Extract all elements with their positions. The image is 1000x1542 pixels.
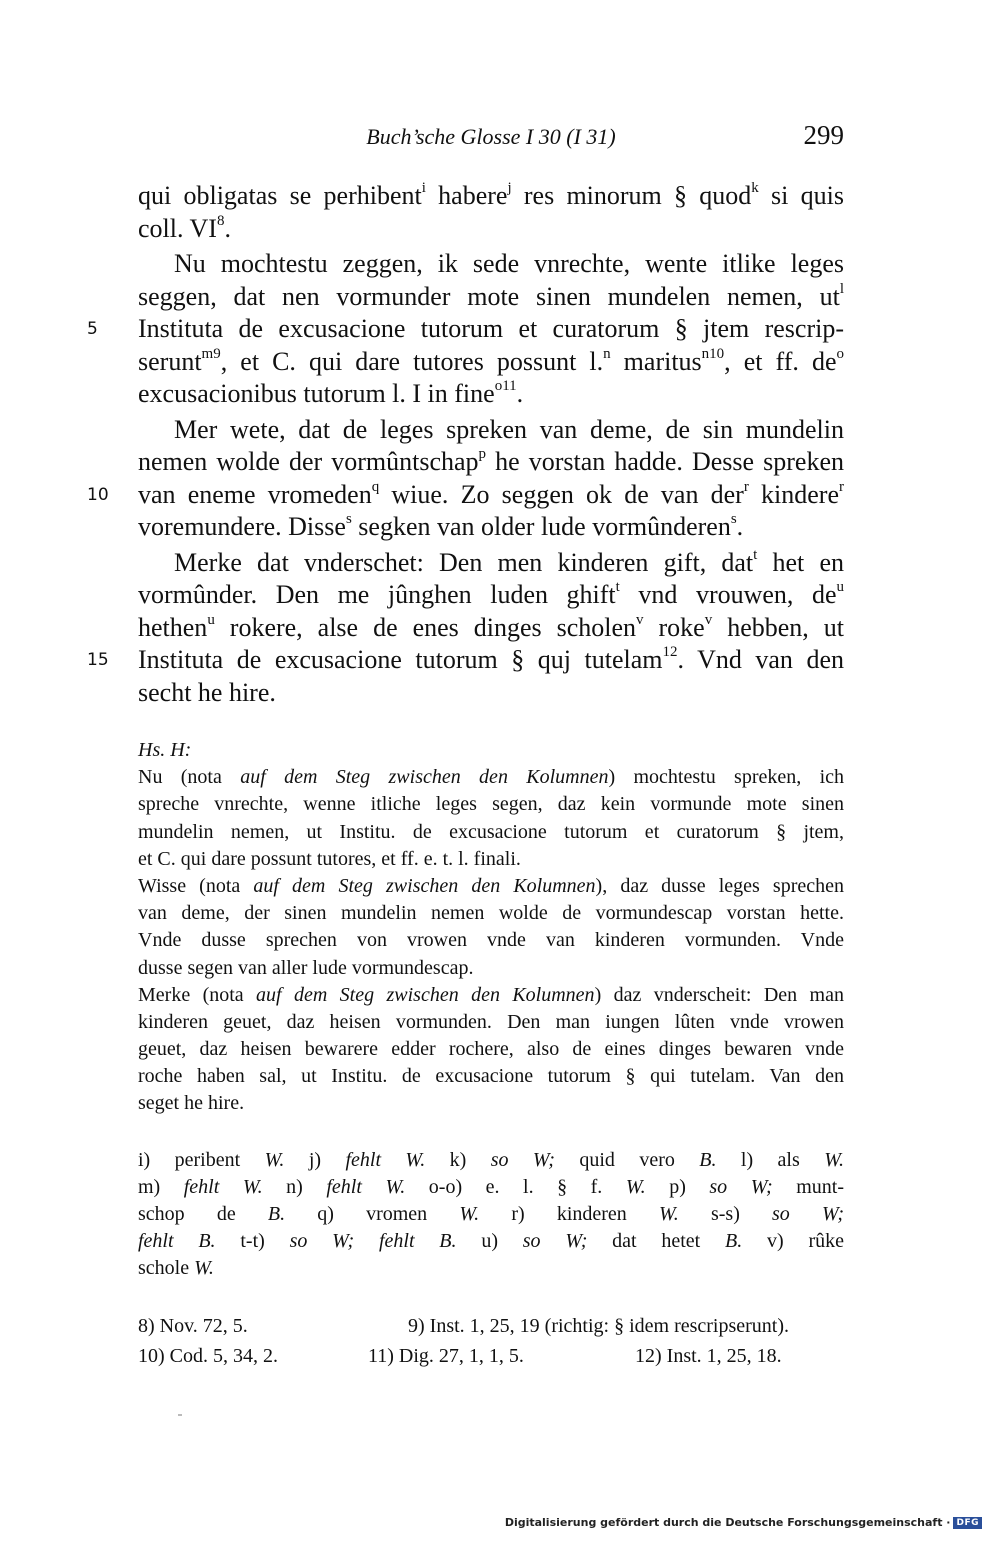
source-row-2 (138, 1341, 844, 1371)
source-note-text: 10) Cod. 5, 34, 2. (138, 1345, 278, 1367)
gloss-line: kinderen geuet, daz heisen vormunden. Den man iungen lûten vnde vrowen (138, 1010, 844, 1033)
gloss-line: Wisse (nota auf dem Steg zwischen den Kolumnen), daz dusse leges sprechen (138, 874, 844, 897)
variant-apparatus (138, 1147, 844, 1282)
gloss-lines (138, 764, 844, 1117)
main-text (87, 180, 845, 709)
source-note-8 (138, 1311, 248, 1341)
editorial-note: auf dem Steg zwischen den Kolumnen (253, 874, 596, 897)
main-text-line: Mer wete, dat de leges spreken van deme, de sin mundelin (174, 414, 844, 444)
main-text-line: 5 Instituta de excusacione tutorum et curatorum § jtem rescrip- (138, 313, 844, 346)
footnote-marker: p (478, 446, 487, 463)
main-text-line: 15 Instituta de excusacione tutorum § quj tutelam$^{12}$. Vnd van den (138, 644, 844, 677)
footnote-marker: v (704, 611, 713, 628)
gloss-line: geuet, daz heisen bewarere edder rochere, also de eines dinges bewaren vnde (138, 1038, 844, 1061)
siglum: W. (625, 1176, 646, 1198)
gloss-line: roche haben sal, ut Institu. de excusacione tutorum § qui tutelam. Van den (138, 1065, 844, 1088)
source-note-12 (635, 1341, 782, 1371)
footnote-marker: i (421, 180, 426, 197)
footnote-marker: u (836, 579, 845, 596)
siglum: B. (699, 1149, 717, 1171)
siglum: so W; (490, 1149, 555, 1171)
dfg-logo: DFG (953, 1517, 982, 1529)
footnote-marker: m9 (201, 345, 221, 362)
gloss-line: spreche vnrechte, wenne itliche leges segen, daz kein vormunde mote sinen (138, 793, 844, 816)
siglum: so W; (772, 1203, 844, 1225)
siglum: fehlt W. (326, 1176, 406, 1198)
main-text-line: hethen$^u$ rokere, alse de enes dinges scholen$^v$ roke$^v$ hebben, ut (138, 611, 844, 642)
footnote-marker: q (371, 478, 380, 495)
source-note-11 (368, 1341, 524, 1371)
line-number: 15 (87, 650, 109, 670)
footnote-marker: l (839, 280, 844, 297)
gloss-line: mundelin nemen, ut Institu. de excusacione tutorum et curatorum § jtem, (138, 820, 844, 843)
page-number: 299 (803, 120, 844, 150)
siglum: fehlt W. (183, 1176, 263, 1198)
main-text-line: voremundere. Disse$^s$ segken van older lude vormûnderen$^s$. (138, 511, 744, 541)
source-note-text: 11) Dig. 27, 1, 1, 5. (368, 1345, 524, 1367)
siglum: W. (264, 1149, 285, 1171)
source-note-9 (408, 1311, 789, 1341)
gloss-manuscript-h (138, 737, 844, 1118)
main-text-line: serunt$^{m9}$, et C. qui dare tutores possunt l.$^n$ maritus$^{n10}$, et ff. $de^o$ (138, 345, 844, 376)
variant-line: schop de B. q) vromen W. r) kinderen W. s-s) so W; (138, 1203, 844, 1225)
siglum: W. (658, 1203, 679, 1225)
main-text-line: 10 van eneme vromeden$^q$ wiue. Zo seggen ok de van der$^r$ kindere$^r$ (138, 479, 844, 512)
variant-line: m) fehlt W. n) fehlt W. o-o) e. l. § f. W. p) so W; munt- (138, 1176, 845, 1198)
main-text-line: secht he hire. (138, 677, 276, 707)
siglum: W. (194, 1257, 214, 1279)
scan-speck (178, 1414, 182, 1416)
siglum: so W; (289, 1230, 355, 1252)
siglum: so W; (709, 1176, 773, 1198)
source-row-1 (138, 1311, 844, 1341)
source-note-text: 9) Inst. 1, 25, 19 (richtig: § idem rescripserunt). (408, 1315, 790, 1337)
footnote-marker: t (615, 579, 620, 596)
siglum: so W; (522, 1230, 588, 1252)
source-note-text: 12) Inst. 1, 25, 18. (635, 1345, 782, 1367)
digitization-footer (505, 1516, 982, 1529)
gloss-line: Merke (nota auf dem Steg zwischen den Kolumnen) daz vnderscheit: Den man (138, 983, 844, 1006)
footnote-marker: n (603, 345, 611, 362)
siglum: fehlt W. (345, 1149, 426, 1171)
line-number: 5 (87, 319, 98, 339)
footnote-marker: o11 (494, 378, 517, 395)
footnote-marker: n10 (701, 345, 725, 362)
footnote-marker: r (838, 478, 844, 495)
siglum: B. (267, 1203, 286, 1225)
main-text-line: qui obligatas se perhibent$^i$ habere$^j$ res minorum § quod$^k$ si quis (138, 180, 844, 210)
footnote-marker: 8 (216, 212, 225, 229)
gloss-line: seget he hire. (138, 1092, 245, 1115)
page-header (138, 120, 844, 160)
footnote-marker: t (753, 546, 758, 563)
source-note-10 (138, 1341, 278, 1371)
siglum: W. (824, 1149, 845, 1171)
gloss-heading: Hs. H: (138, 739, 192, 761)
variant-line: fehlt B. t-t) so W; fehlt B. u) so W; dat hetet B. v) rûke (138, 1230, 845, 1252)
variant-line: i) peribent W. j) fehlt W. k) so W; quid vero B. l) als W. (138, 1149, 845, 1171)
footnote-marker: r (743, 478, 749, 495)
variant-line: schole W. (138, 1257, 214, 1279)
main-text-line: seggen, dat nen vormunder mote sinen mundelen nemen, $ut^l$ (138, 280, 844, 311)
main-text-line: vormûnder. Den me jûnghen luden ghift$^t$ vnd vrouwen, $de^u$ (138, 579, 845, 609)
main-text-line: Merke dat vnderschet: Den men kinderen gift, dat$^t$ het en (174, 546, 844, 577)
line-number: 10 (87, 484, 109, 505)
gloss-line: dusse segen van aller lude vormundescap. (138, 956, 474, 979)
editorial-note: auf dem Steg zwischen den Kolumnen (256, 983, 595, 1006)
source-note-text: 8) Nov. 72, 5. (138, 1315, 248, 1337)
main-text-line: coll. $VI^8$. (138, 212, 231, 243)
footer-text: Digitalisierung gefördert durch die Deutsche Forschungsgemeinschaft · (504, 1516, 951, 1529)
siglum: B. (725, 1230, 743, 1252)
footnote-marker: j (507, 180, 512, 197)
gloss-line: et C. qui dare possunt tutores, et ff. e. t. l. finali. (138, 847, 521, 870)
siglum: W. (459, 1203, 480, 1225)
gloss-line: van deme, der sinen mundelin nemen wolde de vormundescap vorstan hette. (138, 902, 844, 925)
footnote-marker: v (636, 611, 644, 628)
footnote-marker: 12 (662, 644, 678, 661)
footnote-marker: u (207, 611, 215, 628)
footnote-marker: s (345, 511, 352, 528)
main-text-line: Nu mochtestu zeggen, ik sede vnrechte, wente itlike leges (174, 249, 844, 278)
source-apparatus (138, 1311, 844, 1371)
editorial-note: auf dem Steg zwischen den Kolumnen (240, 766, 609, 789)
footnote-marker: s (730, 511, 737, 528)
gloss-line: Vnde dusse sprechen von vrowen vnde van kinderen vormunden. Vnde (138, 929, 844, 952)
running-title: Buch’sche Glosse I 30 (I 31) (366, 124, 616, 149)
footnote-marker: o (836, 345, 844, 362)
siglum: fehlt B. (138, 1230, 216, 1252)
gloss-line: Nu (nota auf dem Steg zwischen den Kolumnen) mochtestu spreken, ich (138, 766, 844, 789)
main-text-line: nemen wolde der vormûntschap$^p$ he vorstan hadde. Desse spreken (138, 446, 844, 476)
footnote-marker: k (751, 180, 759, 197)
main-text-line: excusacionibus tutorum l. I in fine$^{o11}$. (138, 378, 524, 408)
siglum: fehlt B. (378, 1230, 457, 1252)
